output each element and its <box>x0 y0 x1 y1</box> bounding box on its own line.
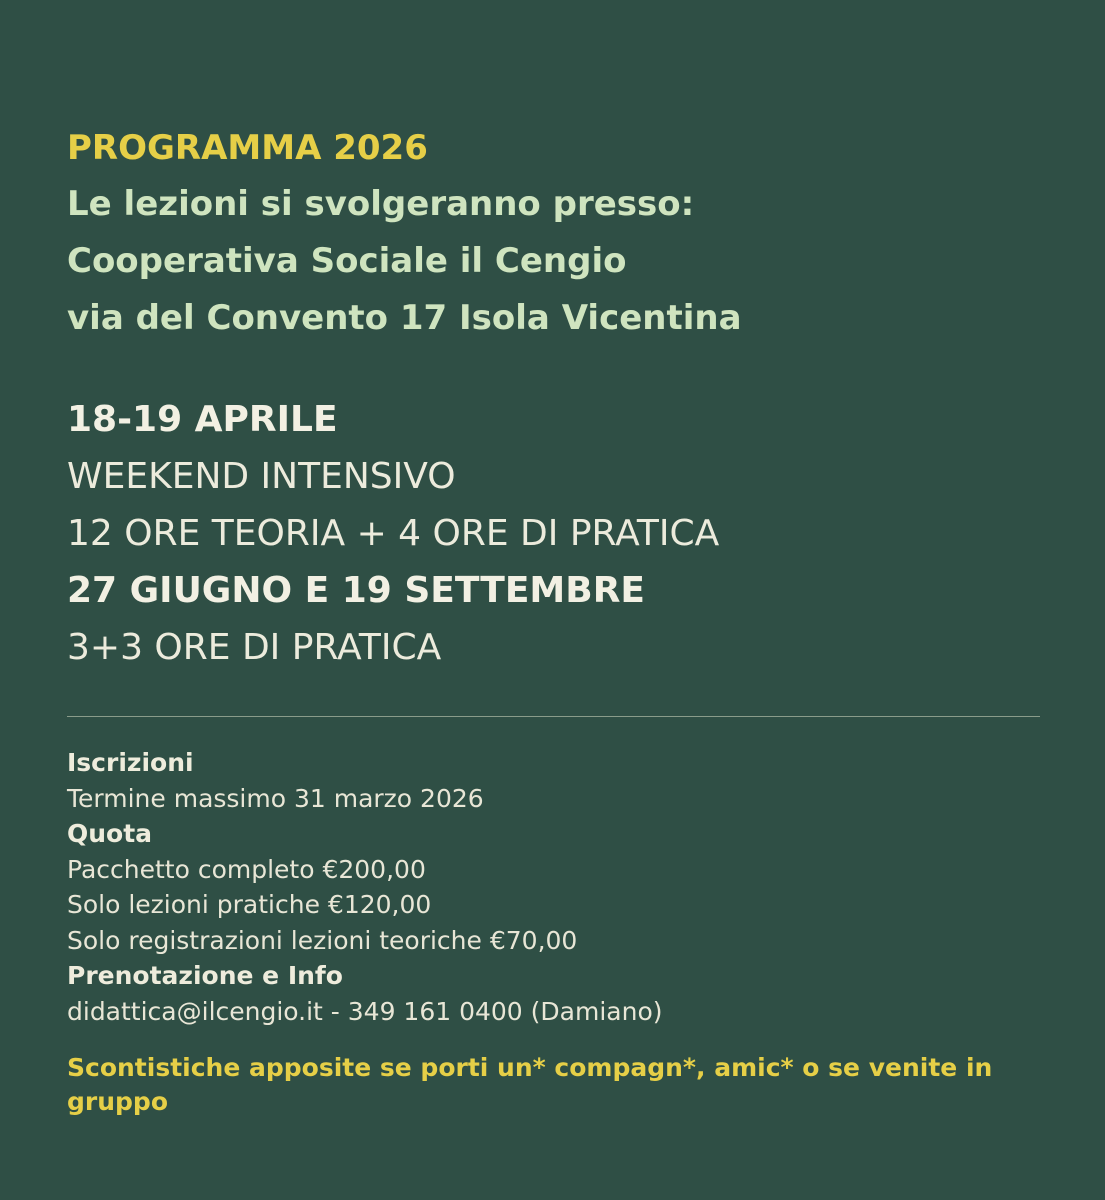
fee-recordings-only: Solo registrazioni lezioni teoriche €70,00 <box>67 925 578 955</box>
second-session-hours: 3+3 ORE DI PRATICA <box>67 627 442 668</box>
venue-name: Cooperativa Sociale il Cengio <box>67 241 627 281</box>
venue-address: via del Convento 17 Isola Vicentina <box>67 298 742 338</box>
program-header <box>67 120 1042 347</box>
fee-practical-only: Solo lezioni pratiche €120,00 <box>67 890 432 919</box>
program-flyer <box>67 120 1042 1119</box>
first-session-type: WEEKEND INTENSIVO <box>67 456 456 497</box>
registration-label: Iscrizioni <box>67 748 194 777</box>
location-intro: Le lezioni si svolgeranno presso: <box>67 184 695 224</box>
contact-label: Prenotazione e Info <box>67 961 343 990</box>
first-session-hours: 12 ORE TEORIA + 4 ORE DI PRATICA <box>67 513 720 554</box>
second-session-dates: 27 GIUGNO E 19 SETTEMBRE <box>67 570 646 611</box>
info-section <box>67 745 1042 1029</box>
first-session-dates: 18-19 APRILE <box>67 399 338 440</box>
registration-deadline: Termine massimo 31 marzo 2026 <box>67 783 484 813</box>
schedule <box>67 391 1042 676</box>
contact-details: didattica@ilcengio.it - 349 161 0400 (Damiano) <box>67 996 663 1026</box>
fee-full-package: Pacchetto completo €200,00 <box>67 854 426 884</box>
fee-label: Quota <box>67 819 153 848</box>
program-title: PROGRAMMA 2026 <box>67 128 428 168</box>
discount-note: Scontistiche apposite se porti un* compagn*, amic* o se venite in gruppo <box>67 1053 993 1116</box>
section-divider <box>67 716 1040 717</box>
